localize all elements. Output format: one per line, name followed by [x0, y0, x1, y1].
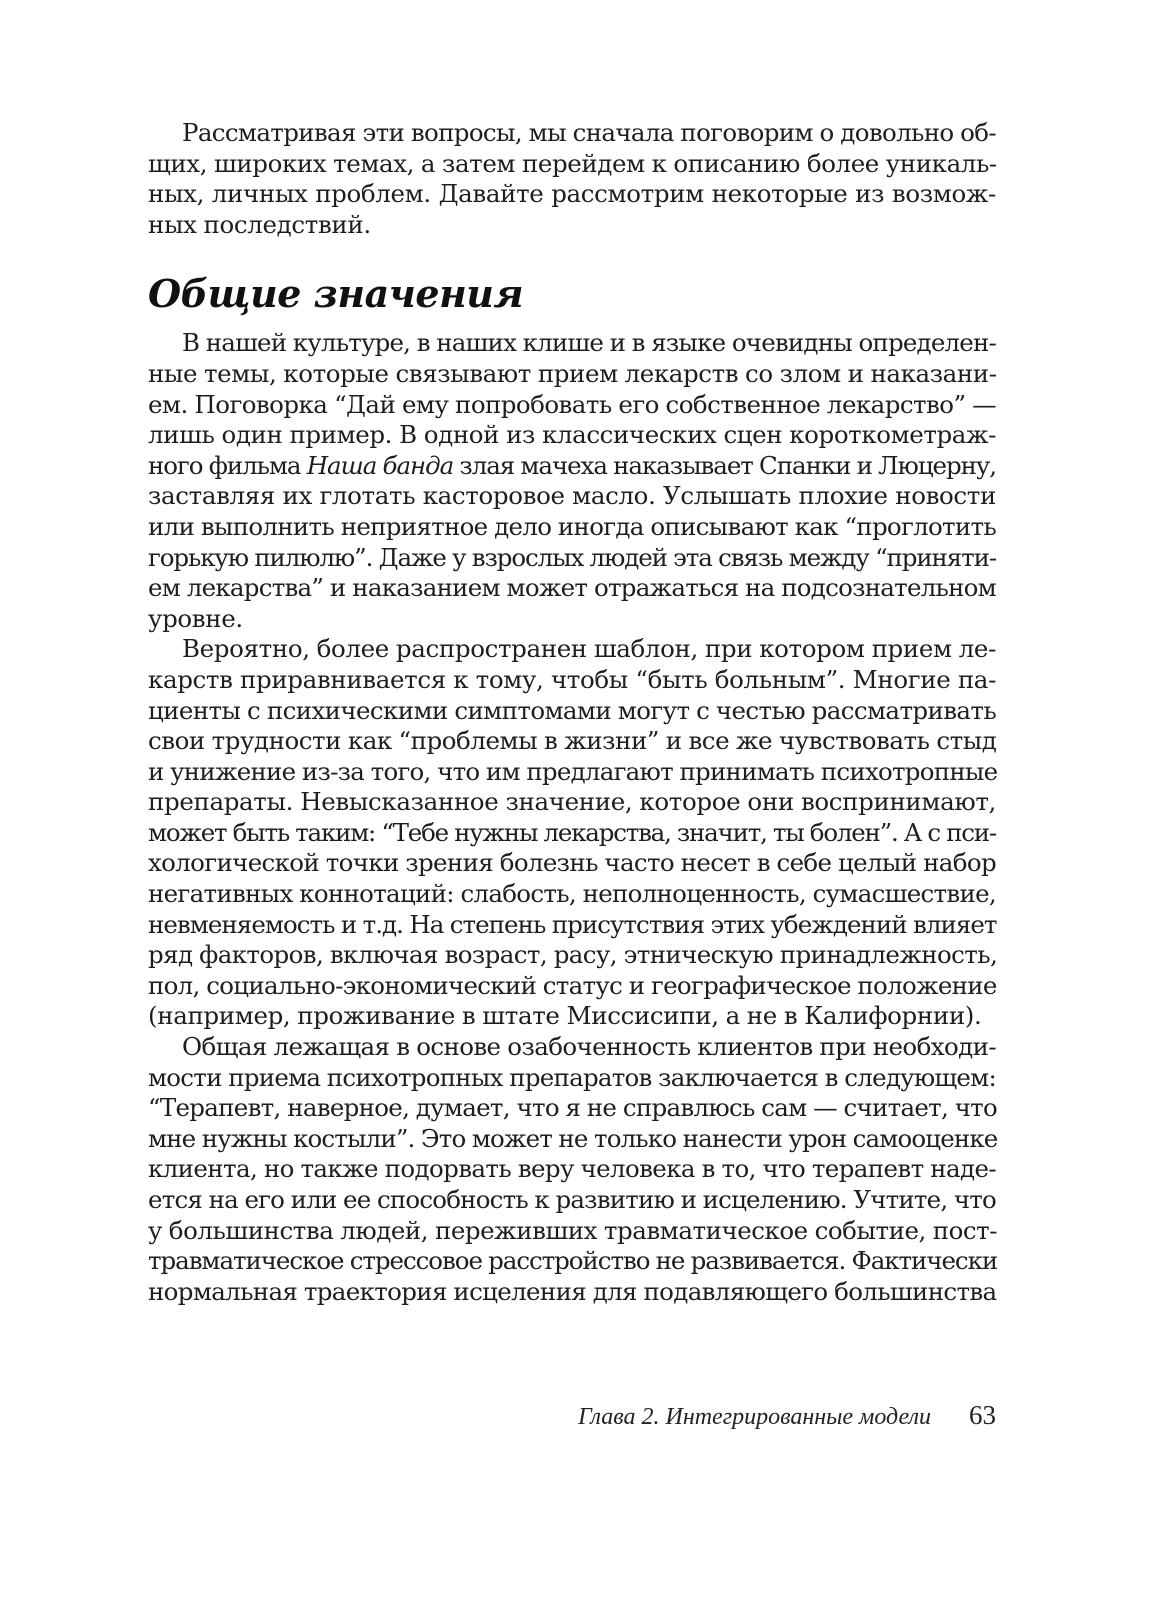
text-line: В нашей культуре, в наших клише и в языке очевидны определен- [182, 328, 996, 358]
text-line: свои трудности как “проблемы в жизни” и все же чувствовать стыд [148, 726, 997, 756]
text-line: клиента, но также подорвать веру человека в то, что терапевт наде- [148, 1154, 997, 1184]
text-line: хологической точки зрения болезнь часто несет в себе целый набор [148, 848, 996, 878]
paragraph-3 [148, 1032, 996, 1307]
text-line: невменяемость и т.д. На степень присутствия этих убеждений влияет [148, 909, 997, 939]
text-line: может быть таким: “Тебе нужны лекарства, значит, ты болен”. А с пси- [148, 817, 996, 847]
text-line: (например, проживание в штате Миссисипи, а не в Калифорнии). [148, 1001, 982, 1031]
text-line: у большинства людей, переживших травматическое событие, пост- [148, 1215, 998, 1245]
text-line: препараты. Невысказанное значение, которое они воспринимают, [148, 787, 996, 817]
running-footer-chapter: Глава 2. Интегрированные модели [578, 1404, 931, 1430]
text-line: ных, личных проблем. Давайте рассмотрим некоторые из возмож- [148, 179, 996, 209]
text-line: или выполнить неприятное дело иногда описывают как “проглотить [148, 511, 996, 541]
text-line: ется на его или ее способность к развитию и исцелению. Учтите, что [148, 1185, 996, 1214]
text-line: и унижение из-за того, что им предлагают принимать психотропные [148, 756, 998, 786]
text-line [148, 451, 996, 482]
text-line: мне нужны костыли”. Это может не только нанести урон самооценке [148, 1123, 998, 1153]
text-line: “Терапевт, наверное, думает, что я не справлюсь сам — считает, что [148, 1093, 998, 1123]
text-line: негативных коннотаций: слабость, неполноценность, сумасшествие, [148, 879, 996, 909]
text-line: лишь один пример. В одной из классических сцен короткометраж- [148, 420, 996, 450]
paragraph-2 [148, 634, 996, 1032]
film-title: Наша банда [306, 450, 454, 480]
text-fragment: ного фильма [148, 450, 307, 480]
text-line: ные темы, которые связывают прием лекарств со злом и наказани- [148, 358, 997, 388]
text-line: Общая лежащая в основе озабоченность клиентов при необходи- [182, 1032, 996, 1062]
page-footer [148, 1400, 996, 1431]
text-line: ных последствий. [148, 209, 371, 239]
text-line: ем лекарства” и наказанием может отражаться на подсознательном [148, 573, 996, 603]
text-line: карств приравнивается к тому, чтобы “быть больным”. Многие па- [148, 664, 996, 694]
page-body [148, 118, 996, 1307]
text-line: циенты с психическими симптомами могут с честью рассматривать [148, 695, 997, 725]
intro-paragraph [148, 118, 996, 240]
text-fragment: злая мачеха наказывает Спанки и Люцерну, [453, 450, 996, 480]
page-number: 63 [969, 1400, 996, 1430]
text-line: пол, социально-экономический статус и географическое положение [148, 970, 997, 1000]
text-line: щих, широких темах, а затем перейдем к описанию более уникаль- [148, 148, 997, 178]
text-line: горькую пилюлю”. Даже у взрослых людей эта связь между “приняти- [148, 542, 996, 572]
text-line: нормальная траектория исцеления для подавляющего большинства [148, 1276, 997, 1306]
section-heading: Общие значения [148, 271, 524, 317]
text-line: мости приема психотропных препаратов заключается в следующем: [148, 1062, 996, 1092]
paragraph-1 [148, 328, 996, 634]
text-line: ряд факторов, включая возраст, расу, этническую принадлежность, [148, 940, 998, 970]
text-line: Рассматривая эти вопросы, мы сначала поговорим о довольно об- [182, 118, 996, 147]
text-line: уровне. [148, 603, 243, 633]
text-line: Вероятно, более распространен шаблон, при котором прием ле- [182, 634, 996, 664]
text-line: травматическое стрессовое расстройство не развивается. Фактически [148, 1246, 998, 1276]
text-line: ем. Поговорка “Дай ему попробовать его собственное лекарство” — [148, 389, 997, 419]
text-line: заставляя их глотать касторовое масло. Услышать плохие новости [148, 481, 996, 511]
